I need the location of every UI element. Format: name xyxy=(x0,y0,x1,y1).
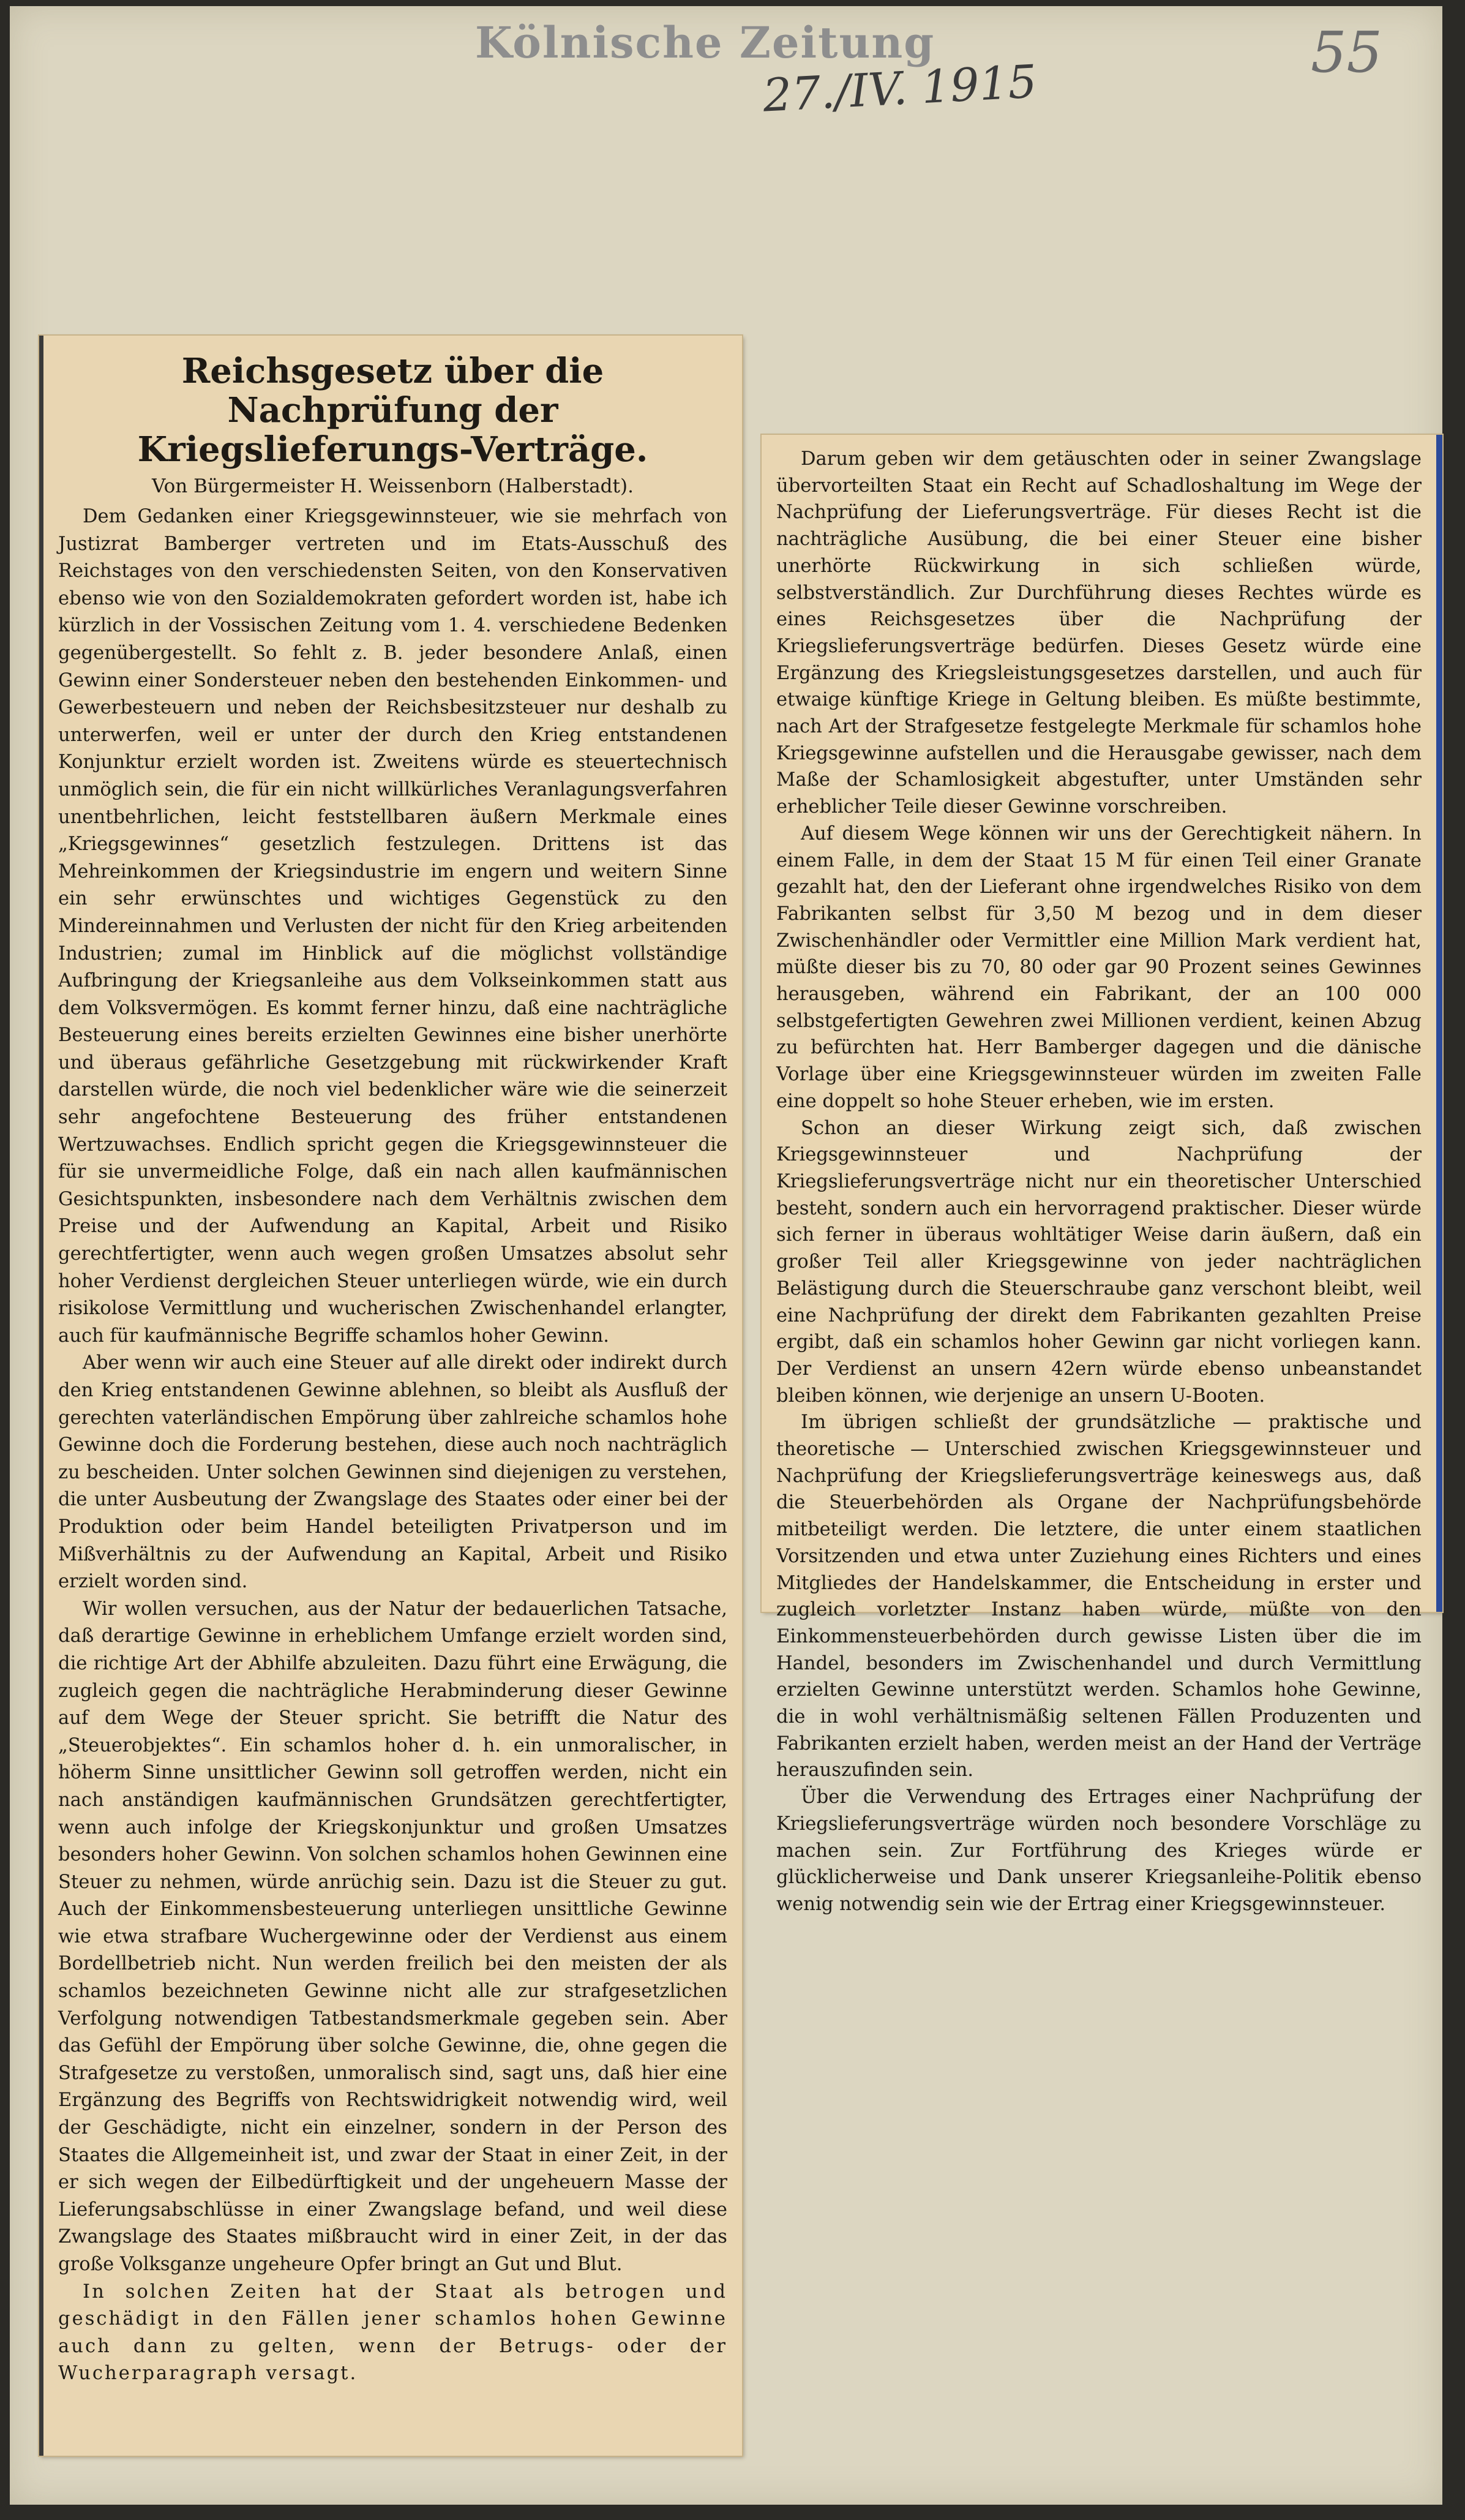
paragraph: Über die Verwendung des Ertrages einer Nachprüfung der Kriegslieferungsverträge würden noch besondere Vorschläge zu machen sein. Zur Fortführung des Krieges würde er glücklicherweise und Dank unserer Kriegsanleihe-Politik ebenso wenig notwendig sein wie der Ertrag einer Kriegsgewinnsteuer. xyxy=(776,1786,1422,1915)
paragraph: Im übrigen schließt der grundsätzliche — praktische und theoretische — Unterschied zwischen Kriegsgewinnsteuer und Nachprüfung der Kriegslieferungsverträge keineswegs aus, daß die Steuerbehörden als Organe der Nachprüfungsbehörde mitbeteiligt werden. Die letztere, die unter einem staatlichen Vorsitzenden und etwa unter Zuziehung eines Richters und eines Mitgliedes der Handelskammer, die Entscheidung in erster und zugleich vorletzter Instanz haben würde, müßte von den Einkommensteuerbehörden durch gewisse Listen über die im Handel, besonders im Zwischenhandel und durch Vermittlung erzielten Gewinne unterstützt werden. Schamlos hohe Gewinne, die in wohl verhältnismäßig seltenen Fällen Produzenten und Fabrikanten erzielt haben, werden meist an der Hand der Verträge herauszufinden sein. xyxy=(776,1412,1422,1781)
paragraph: Dem Gedanken einer Kriegsgewinnsteuer, wie sie mehrfach von Justizrat Bamberger vertreten und im Etats-Ausschuß des Reichstages von den verschiedensten Seiten, von den Konservativen ebenso wie von den Sozialdemokraten gefordert worden ist, habe ich kürzlich in der Vossischen Zeitung vom 1. 4. verschiedene Bedenken gegenübergestellt. So fehlt z. B. jeder besondere Anlaß, einen Gewinn einer Sondersteuer neben den bestehenden Einkommen- und Gewerbesteuern und neben der Reichsbesitzsteuer nur deshalb zu unterwerfen, weil er unter der durch den Krieg entstandenen Konjunktur erzielt worden ist. Zweitens würde es steuertechnisch unmöglich sein, die für ein nicht willkürliches Veranlagungsverfahren unentbehrlichen, leicht feststellbaren äußern Merkmale eines „Kriegsgewinnes“ gesetzlich festzulegen. Drittens ist das Mehreinkommen der Kriegsindustrie im engern und weitern Sinne ein sehr erwünschtes und wichtiges Gegenstück zu den Mindereinnahmen und Verlusten der nicht für den Krieg arbeitenden Industrien; zumal im Hinblick auf die möglichst vollständige Aufbringung der Kriegsanleihe aus dem Volkseinkommen statt aus dem Volksvermögen. Es kommt ferner hinzu, daß eine nachträgliche Besteuerung eines bereits erzielten Gewinnes eine bisher unerhörte und überaus gefährliche Gesetzgebung mit rückwirkender Kraft darstellen würde, die noch viel bedenklicher wäre wie die seinerzeit sehr angefochtene Besteuerung des früher entstandenen Wertzuwachses. Endlich spricht gegen die Kriegsgewinnsteuer die für sie unvermeidliche Folge, daß ein nach allen kaufmännischen Gesichtspunkten, insbesondere nach dem Verhältnis zwischen dem Preise und der Aufwendung an Kapital, Arbeit und Risiko gerechtfertigter, wenn auch wegen großen Umsatzes absolut sehr hoher Verdienst dergleichen Steuer unterliegen würde, wie ein durch risikolose Vermittlung und wucherischen Zwischenhandel erlangter, auch für kaufmännische Begriffe schamlos hoher Gewinn. xyxy=(58,506,727,1347)
handwritten-page-number: 55 xyxy=(1311,20,1383,85)
clipping-column-2 xyxy=(762,435,1442,1915)
newspaper-masthead: Kölnische Zeitung xyxy=(475,17,935,68)
paragraph: In solchen Zeiten hat der Staat als betrogen und geschädigt in den Fällen jener schamlos hohen Gewinne auch dann zu gelten, wenn der Betrugs- oder der Wucherparagraph versagt. xyxy=(58,2281,727,2385)
paragraph: Schon an dieser Wirkung zeigt sich, daß zwischen Kriegsgewinnsteuer und Nachprüfung der Kriegslieferungsverträge nicht nur ein theoretischer Unterschied besteht, sondern auch ein hervorragend praktischer. Dieser würde sich ferner in überaus wohltätiger Weise darin äußern, daß ein großer Teil aller Kriegsgewinne von jeder nachträglichen Belästigung durch die Steuerschraube ganz verschont bleibt, weil eine Nachprüfung der direkt dem Fabrikanten gezahlten Preise ergibt, daß ein schamlos hoher Gewinn gar nicht vorliegen kann. Der Verdienst an unsern 42ern würde ebenso unbeanstandet bleiben können, wie derjenige an unsern U-Booten. xyxy=(776,1117,1422,1407)
paragraph: Auf diesem Wege können wir uns der Gerechtigkeit nähern. In einem Falle, in dem der Staat 15 M für einen Teil einer Granate gezahlt hat, den der Lieferant ohne irgendwelches Risiko von dem Fabrikanten selbst für 3,50 M bezog und in dem dieser Zwischenhändler oder Vermittler eine Million Mark verdient hat, müßte dieser bis zu 70, 80 oder gar 90 Prozent seines Gewinnes herausgeben, während ein Fabrikant, der an 100 000 selbstgefertigten Gewehren zwei Millionen verdient, keinen Abzug zu befürchten hat. Herr Bamberger dagegen und die dänische Vorlage über eine Kriegsgewinnsteuer würden im zweiten Falle eine doppelt so hohe Steuer erheben, wie im ersten. xyxy=(776,822,1422,1112)
paragraph: Aber wenn wir auch eine Steuer auf alle direkt oder indirekt durch den Krieg entstandenen Gewinne ablehnen, so bleibt als Ausfluß der gerechten vaterländischen Empörung über zahlreiche schamlos hohe Gewinne doch die Forderung bestehen, diese auch noch nachträglich zu bescheiden. Unter solchen Gewinnen sind diejenigen zu verstehen, die unter Ausbeutung der Zwangslage des Staates oder einer bei der Produktion oder beim Handel beteiligten Privatperson und im Mißverhältnis zu der Aufwendung an Kapital, Arbeit und Risiko erzielt worden sind. xyxy=(58,1352,727,1593)
column-1-text xyxy=(58,503,727,2388)
paragraph: Darum geben wir dem getäuschten oder in seiner Zwangslage übervorteilten Staat ein Recht auf Schadloshaltung im Wege der Nachprüfung der Lieferungsverträge. Für dieses Recht ist die nachträgliche Ausübung, die bei einer Steuer eine bisher unerhörte Rückwirkung in sich schließen würde, selbstverständlich. Zur Durchführung dieses Rechtes würde es eines Reichsgesetzes über die Nachprüfung der Kriegslieferungsverträge bedürfen. Dieses Gesetz würde eine Ergänzung des Kriegsleistungsgesetzes darstellen, und auch für etwaige künftige Kriege in Geltung bleiben. Es müßte bestimmte, nach Art der Strafgesetze festgelegte Merkmale für schamlos hohe Kriegsgewinne aufstellen und die Herausgabe gewisser, nach dem Maße der Schamlosigkeit abgestufter, unter Umständen sehr erheblicher Teile dieser Gewinne vorschreiben. xyxy=(776,448,1422,818)
column-2-text xyxy=(776,446,1422,1918)
article-title: Reichsgesetz über die Nachprüfung der Kriegslieferungs-Verträge. xyxy=(137,351,648,470)
handwritten-date: 27./IV. 1915 xyxy=(762,55,1038,122)
article-byline: Von Bürgermeister H. Weissenborn (Halberstadt). xyxy=(152,475,634,497)
paragraph: Wir wollen versuchen, aus der Natur der bedauerlichen Tatsache, daß derartige Gewinne in erheblichem Umfange erzielt worden sind, die richtige Art der Abhilfe abzuleiten. Dazu führt eine Erwägung, die zugleich gegen die nachträgliche Herabminderung dieser Gewinne auf dem Wege der Steuer spricht. Sie betrifft die Natur des „Steuerobjektes“. Ein schamlos hoher d. h. ein unmoralischer, in höherm Sinne unsittlicher Gewinn soll getroffen werden, nicht ein nach anständigen kaufmännischen Grundsätzen gerechtfertigter, wenn auch infolge der Kriegskonjunktur und großen Umsatzes besonders hoher Gewinn. Von solchen schamlos hohen Gewinnen eine Steuer zu nehmen, würde anrüchig sein. Dazu ist die Steuer zu gut. Auch der Einkommensbesteuerung unterliegen unsittliche Gewinne wie etwa strafbare Wuchergewinne oder der Verdienst aus einem Bordellbetrieb nicht. Nun werden freilich bei den meisten der als schamlos bezeichneten Gewinne nicht alle zur strafgesetzlichen Verfolgung notwendigen Tatbestandsmerkmale gegeben sein. Aber das Gefühl der Empörung über solche Gewinne, die, ohne gegen die Strafgesetze zu verstoßen, unmoralisch sind, sagt uns, daß hier eine Ergänzung des Begriffs von Rechtswidrigkeit notwendig wird, weil der Geschädigte, nicht ein einzelner, sondern in der Person des Staates die Allgemeinheit ist, und zwar der Staat in einer Zeit, in der er sich wegen der Eilbedürftigkeit und der ungeheuern Masse der Lieferungsabschlüsse in einer Zwangslage befand, und weil diese Zwangslage des Staates mißbraucht wird in einer Zeit, in der das große Volksganze ungeheure Opfer bringt an Gut und Blut. xyxy=(58,1598,727,2275)
clipping-column-1 xyxy=(39,336,742,2456)
